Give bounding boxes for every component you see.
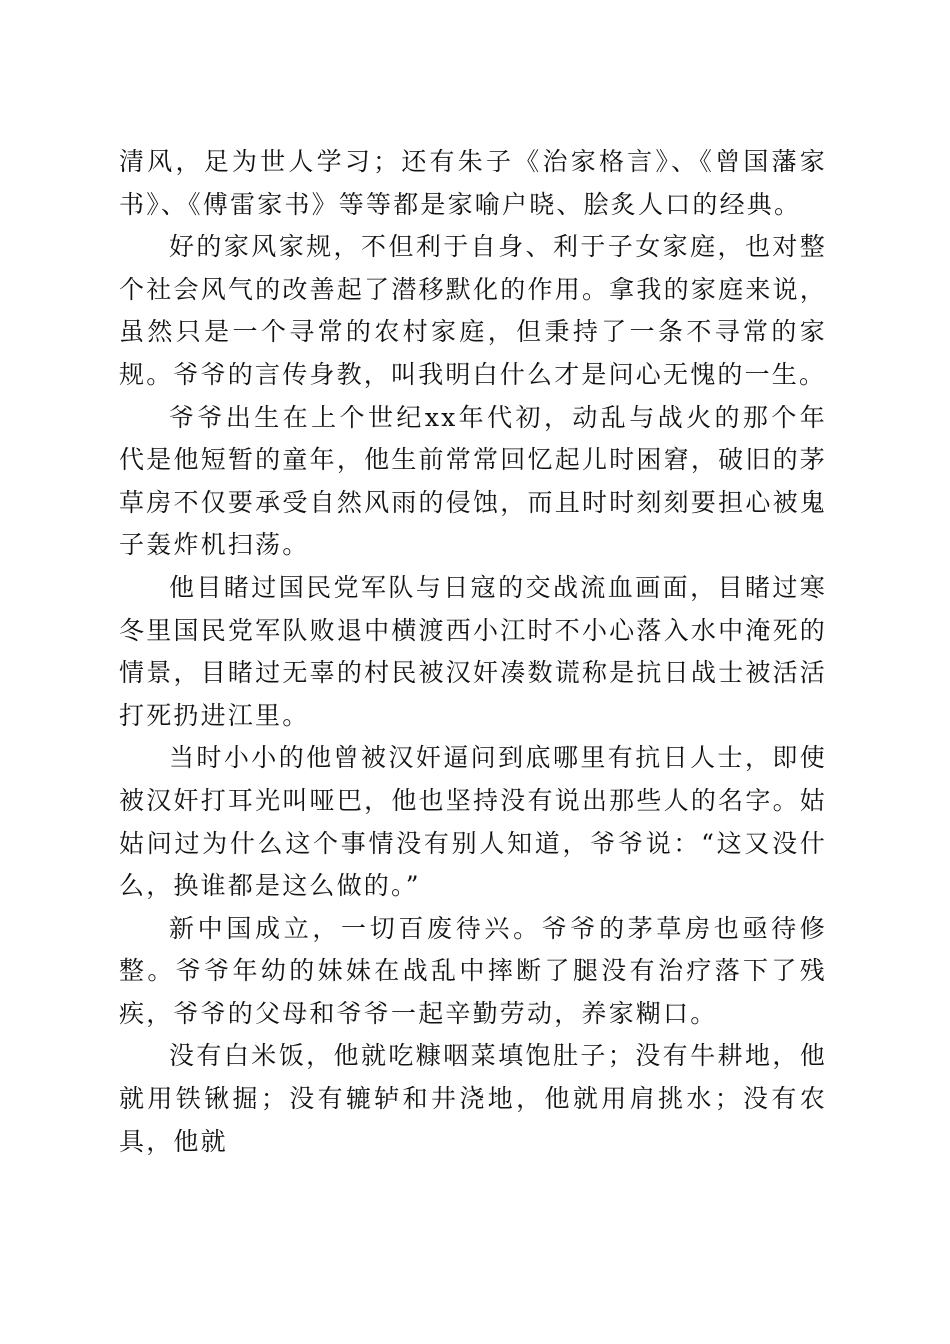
paragraph: 当时小小的他曾被汉奸逼问到底哪里有抗日人士，即使被汉奸打耳光叫哑巴，他也坚持没有说出那些人的名字。姑姑问过为什么这个事情没有别人知道，爷爷说：“这又没什么，换谁都是这么做的。” (119, 743, 827, 901)
paragraph: 他目睹过国民党军队与日寇的交战流血画面，目睹过寒冬里国民党军队败退中横渡西小江时不小心落入水中淹死的情景，目睹过无辜的村民被汉奸凑数谎称是抗日战士被活活打死扔进江里。 (119, 572, 827, 730)
paragraph: 爷爷出生在上个世纪xx年代初，动乱与战火的那个年代是他短暂的童年，他生前常常回忆起儿时困窘，破旧的茅草房不仅要承受自然风雨的侵蚀，而且时时刻刻要担心被鬼子轰炸机扫荡。 (119, 402, 827, 560)
document-body (119, 141, 827, 1163)
paragraph-continuation: 清风，足为世人学习；还有朱子《治家格言》、《曾国藩家书》、《傅雷家书》等等都是家喻户晓、脍炙人口的经典。 (119, 147, 827, 219)
paragraph: 没有白米饭，他就吃糠咽菜填饱肚子；没有牛耕地，他就用铁锹掘；没有辘轳和井浇地，他就用肩挑水；没有农具，他就 (119, 1041, 827, 1156)
paragraph: 好的家风家规，不但利于自身、利于子女家庭，也对整个社会风气的改善起了潜移默化的作用。拿我的家庭来说，虽然只是一个寻常的农村家庭，但秉持了一条不寻常的家规。爷爷的言传身教，叫我明白什么才是问心无愧的一生。 (119, 232, 827, 389)
paragraph: 新中国成立，一切百废待兴。爷爷的茅草房也亟待修整。爷爷年幼的妹妹在战乱中摔断了腿没有治疗落下了残疾，爷爷的父母和爷爷一起辛勤劳动，养家糊口。 (119, 913, 827, 1028)
